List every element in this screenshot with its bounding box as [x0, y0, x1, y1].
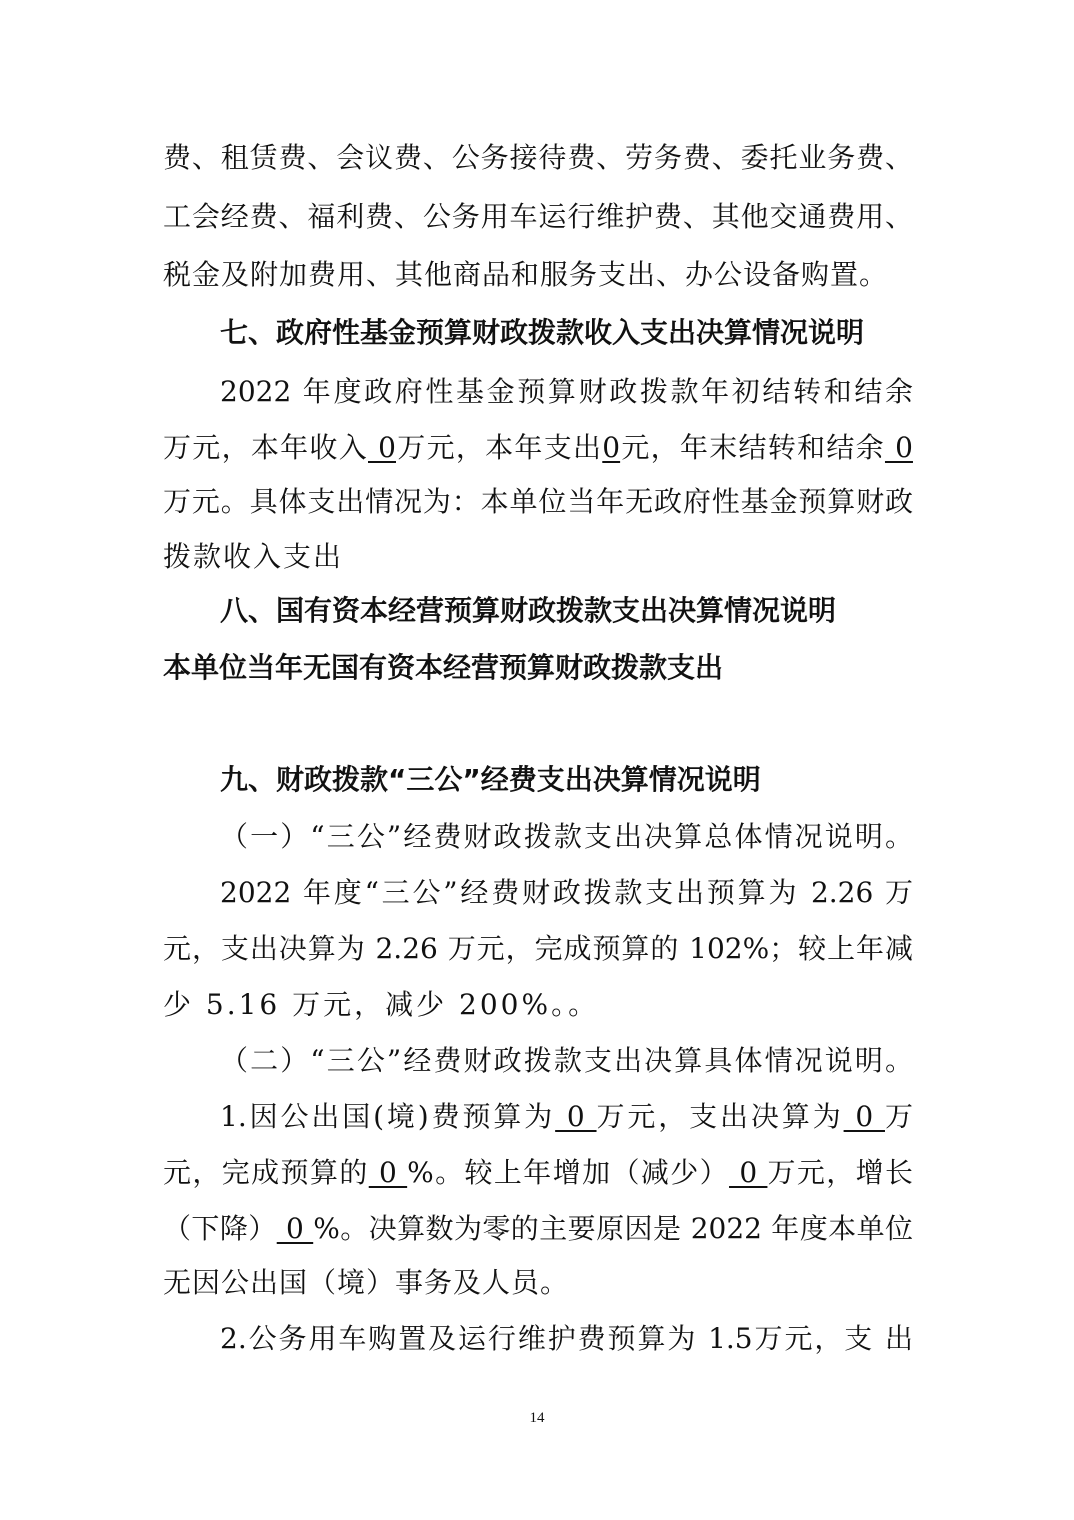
text-span: （下降） — [163, 1212, 277, 1245]
underlined-value: 0 — [729, 1156, 768, 1189]
underlined-value: 0 — [602, 431, 621, 464]
text-span: 万元，增长 — [767, 1156, 913, 1189]
text-line: 2.公务用车购置及运行维护费预算为 1.5万元，支 出 — [220, 1322, 913, 1355]
subsection-heading-1: （一）“三公”经费财政拨款支出决算总体情况说明。 — [220, 820, 913, 853]
text-line: 拨款收入支出 — [163, 540, 344, 573]
underlined-value: 0 — [276, 1212, 314, 1245]
text-line — [163, 1209, 913, 1249]
text-line: 万元。具体支出情况为：本单位当年无政府性基金预算财政 — [163, 485, 913, 518]
text-line-bold: 本单位当年无国有资本经营预算财政拨款支出 — [163, 651, 724, 684]
text-line: 工会经费、福利费、公务用车运行维护费、其他交通费用、 — [163, 200, 913, 233]
text-span: 1.因公出国(境)费预算为 — [220, 1100, 556, 1133]
text-line: 税金及附加费用、其他商品和服务支出、办公设备购置。 — [163, 258, 889, 291]
text-span: 万元，支出决算为 — [596, 1100, 844, 1133]
text-span: 万元，本年收入 — [163, 431, 368, 464]
text-span: 元，完成预算的 — [163, 1156, 369, 1189]
section-heading-9: 九、财政拨款“三公”经费支出决算情况说明 — [220, 763, 761, 796]
subsection-heading-2: （二）“三公”经费财政拨款支出决算具体情况说明。 — [220, 1044, 913, 1077]
text-span: %。决算数为零的主要原因是 2022 年度本单位 — [313, 1212, 913, 1245]
underlined-value: 0 — [368, 1156, 408, 1189]
underlined-value: 0 — [843, 1100, 885, 1133]
section-heading-7: 七、政府性基金预算财政拨款收入支出决算情况说明 — [220, 316, 865, 349]
text-line: 2022 年度政府性基金预算财政拨款年初结转和结余 — [220, 375, 913, 408]
underlined-value: 0 — [368, 431, 396, 464]
underlined-value: 0 — [884, 431, 913, 464]
text-line — [163, 1153, 913, 1193]
text-span: 元，年末结转和结余 — [620, 431, 885, 464]
text-span: %。较上年增加（减少） — [407, 1156, 730, 1189]
text-line: 元，支出决算为 2.26 万元，完成预算的 102%；较上年减 — [163, 932, 913, 965]
text-line: 少 5.16 万元，减少 200%。。 — [163, 988, 600, 1021]
text-span: 万 — [884, 1100, 913, 1133]
text-line: 无因公出国（境）事务及人员。 — [163, 1266, 570, 1299]
text-line: 2022 年度“三公”经费财政拨款支出预算为 2.26 万 — [220, 876, 913, 909]
underlined-value: 0 — [555, 1100, 597, 1133]
text-span: 万元，本年支出 — [396, 431, 603, 464]
text-line: 费、租赁费、会议费、公务接待费、劳务费、委托业务费、 — [163, 141, 913, 174]
text-line — [220, 1097, 913, 1137]
section-heading-8: 八、国有资本经营预算财政拨款支出决算情况说明 — [220, 594, 837, 627]
text-line — [163, 428, 913, 468]
page-number: 14 — [529, 1410, 545, 1426]
